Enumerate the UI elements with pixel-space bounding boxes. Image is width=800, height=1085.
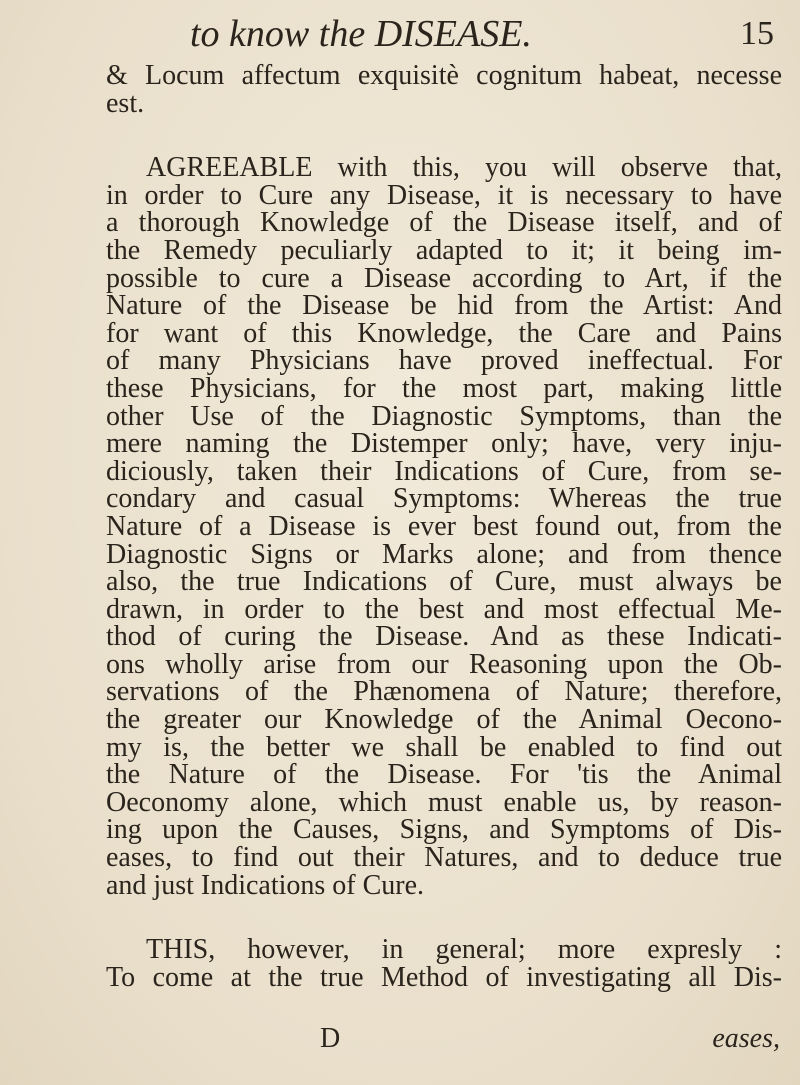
text-line: ons wholly arise from our Reasoning upon the Ob- (106, 648, 782, 680)
text-line: Nature of a Disease is ever best found out, from the (106, 510, 782, 542)
text-line: Oeconomy alone, which must enable us, by reason- (106, 786, 782, 818)
text-line: thod of curing the Disease. And as these Indicati- (106, 621, 782, 653)
text-line: eases, to find out their Natures, and to deduce true (106, 842, 782, 874)
text-line: these Physicians, for the most part, making little (106, 372, 782, 404)
text-line: servations of the Phænomena of Nature; therefore, (106, 676, 782, 708)
text-line: a thorough Knowledge of the Disease itself, and of (106, 207, 782, 239)
catchword: eases, (712, 1023, 780, 1054)
text-line: of many Physicians have proved ineffectual. For (106, 345, 782, 377)
text-line: Diagnostic Signs or Marks alone; and from thence (106, 538, 782, 570)
text-line: THIS, however, in general; more expresly : (146, 934, 782, 966)
text-line: & Locum affectum exquisitè cognitum habeat, necesse (106, 60, 782, 91)
text-line: possible to cure a Disease according to Art, if the (106, 262, 782, 294)
page-footer (320, 1023, 780, 1055)
text-line: condary and casual Symptoms: Whereas the true (106, 483, 782, 515)
text-line: Nature of the Disease be hid from the Artist: And (106, 290, 782, 322)
text-line: drawn, in order to the best and most effectual Me- (106, 593, 782, 625)
text-line: ing upon the Causes, Signs, and Symptoms of Dis- (106, 814, 782, 846)
running-header (190, 6, 780, 62)
text-line: est. (106, 87, 145, 119)
paragraph-latin-quote (106, 62, 782, 117)
text-line: the greater our Knowledge of the Animal Oecono- (106, 704, 782, 736)
text-line: diciously, taken their Indications of Cure, from se- (106, 455, 782, 487)
signature-mark: D (320, 1023, 341, 1054)
text-line: To come at the true Method of investigating all Dis- (106, 961, 782, 993)
text-line: my is, the better we shall be enabled to find out (106, 731, 782, 763)
text-line: and just Indications of Cure. (106, 869, 425, 901)
running-title: to know the DISEASE. (190, 13, 532, 55)
text-line: other Use of the Diagnostic Symptoms, than the (106, 400, 782, 432)
text-line: also, the true Indications of Cure, must always be (106, 566, 782, 598)
page-body (106, 62, 782, 991)
text-line: for want of this Knowledge, the Care and Pains (106, 317, 782, 349)
text-line: AGREEABLE with this, you will observe that, (146, 152, 782, 184)
paragraph-this-however (106, 936, 782, 991)
text-line: the Remedy peculiarly adapted to it; it being im- (106, 234, 782, 266)
page-number: 15 (740, 15, 774, 52)
text-line: in order to Cure any Disease, it is necessary to have (106, 179, 782, 211)
text-line: mere naming the Distemper only; have, very inju- (106, 428, 782, 460)
text-line: the Nature of the Disease. For 'tis the Animal (106, 759, 782, 791)
paragraph-agreeable (106, 154, 782, 899)
